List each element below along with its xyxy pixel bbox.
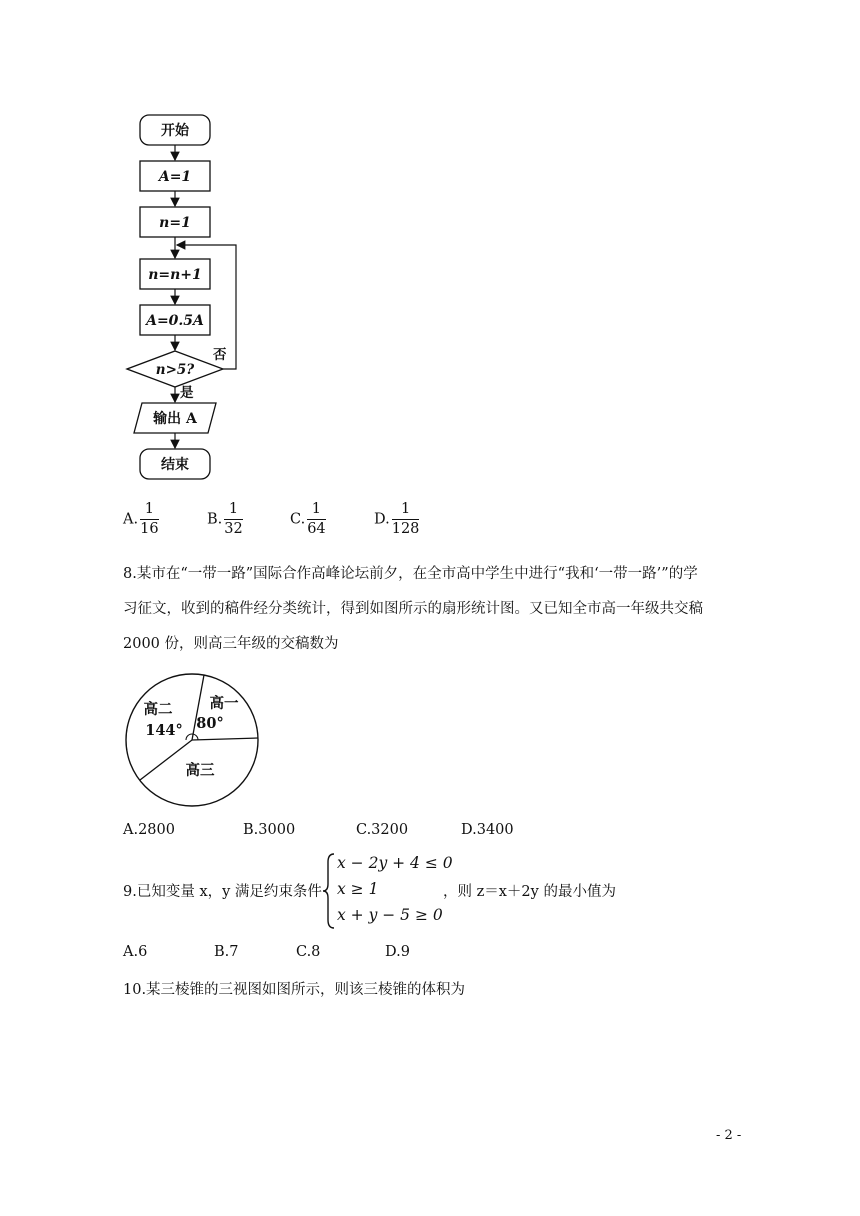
flow-branch-yes: 是 bbox=[180, 385, 194, 401]
pie-divider-2 bbox=[192, 738, 258, 740]
q9-option-b: B.7 bbox=[214, 944, 239, 960]
pie-angle-gao2: 144° bbox=[145, 722, 183, 739]
q9-suffix: ，则 z＝x＋2y 的最小值为 bbox=[443, 884, 616, 900]
flow-end-text: 结束 bbox=[161, 457, 189, 473]
q9-constraint-3: x + y − 5 ≥ 0 bbox=[337, 906, 443, 924]
q9-brace bbox=[322, 852, 336, 930]
pie-divider-3 bbox=[140, 740, 192, 780]
q7-option-a: A. $\frac{1}{16}$ bbox=[123, 501, 159, 537]
q9-constraint-1: x − 2y + 4 ≤ 0 bbox=[337, 854, 453, 872]
pie-label-gao2: 高二 bbox=[143, 701, 173, 718]
q8-option-c: C.3200 bbox=[356, 822, 409, 838]
q8-option-a: A.2800 bbox=[123, 822, 175, 838]
q7-option-c: C. $\frac{1}{64}$ bbox=[290, 501, 326, 537]
q9-option-c: C.8 bbox=[296, 944, 321, 960]
q8-line-2: 习征文，收到的稿件经分类统计，得到如图所示的扇形统计图。又已知全市高一年级共交稿 bbox=[123, 601, 703, 617]
flowchart bbox=[120, 105, 280, 485]
q9-constraint-2: x ≥ 1 bbox=[337, 880, 379, 898]
flow-a-init-text: A=1 bbox=[158, 169, 192, 185]
flow-a-update-text: A=0.5A bbox=[146, 313, 204, 329]
q8-line-1: 8.某市在“一带一路”国际合作高峰论坛前夕，在全市高中学生中进行“我和‘一带一路’”的学 bbox=[123, 566, 698, 582]
pie-chart bbox=[120, 670, 270, 820]
q7-option-d: D. $\frac{1}{128}$ bbox=[374, 501, 420, 537]
q9-option-d: D.9 bbox=[385, 944, 410, 960]
q9-option-a: A.6 bbox=[123, 944, 148, 960]
flow-n-inc-text: n=n+1 bbox=[148, 267, 202, 283]
pie-angle-gao1: 80° bbox=[196, 715, 224, 732]
flow-n-init-text: n=1 bbox=[159, 215, 191, 231]
flow-decision-text: n>5? bbox=[155, 362, 195, 378]
flow-start-text: 开始 bbox=[161, 123, 189, 139]
q8-line-3: 2000 份，则高三年级的交稿数为 bbox=[123, 636, 339, 652]
flow-output-text: 输出 A bbox=[153, 411, 197, 427]
q8-option-b: B.3000 bbox=[243, 822, 296, 838]
q7-option-b: B. $\frac{1}{32}$ bbox=[207, 501, 243, 537]
q10-text: 10.某三棱锥的三视图如图所示，则该三棱锥的体积为 bbox=[123, 982, 466, 998]
q9-prefix: 9.已知变量 x，y 满足约束条件 bbox=[123, 884, 322, 900]
flow-branch-no: 否 bbox=[213, 347, 227, 363]
pie-label-gao1: 高一 bbox=[209, 695, 239, 712]
page-number: - 2 - bbox=[716, 1128, 742, 1143]
pie-label-gao3: 高三 bbox=[185, 762, 215, 779]
q8-option-d: D.3400 bbox=[461, 822, 514, 838]
